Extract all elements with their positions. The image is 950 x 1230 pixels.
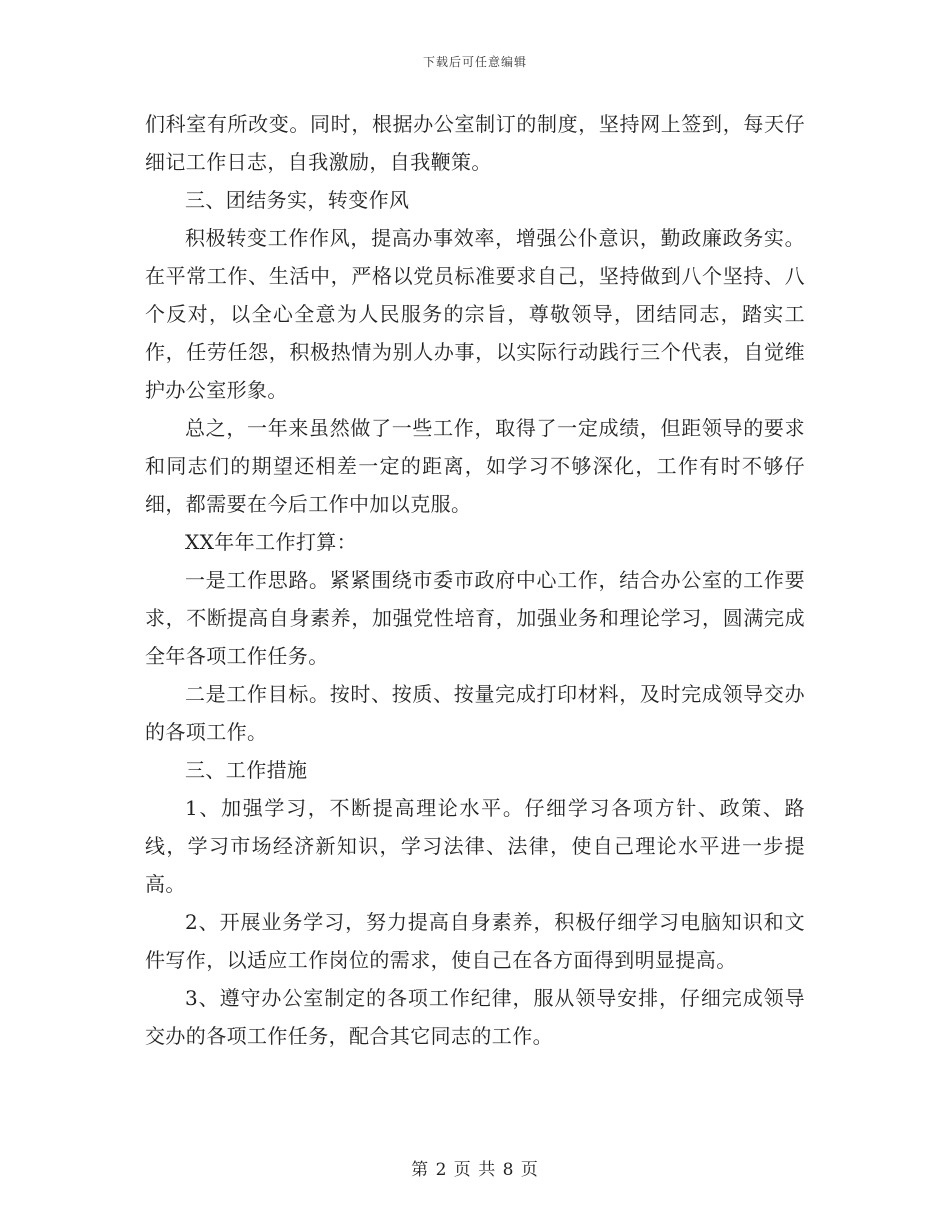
document-body — [145, 105, 805, 1055]
section-heading: XX年年工作打算： — [185, 530, 358, 554]
body-paragraph: 一是工作思路。紧紧围绕市委市政府中心工作，结合办公室的工作要求，不断提高自身素养，加强党性培育，加强业务和理论学习，圆满完成全年各项工作任务。 — [145, 568, 805, 668]
body-paragraph: 积极转变工作作风，提高办事效率，增强公仆意识，勤政廉政务实。在平常工作、生活中，严格以党员标准要求自己，坚持做到八个坚持、八个反对，以全心全意为人民服务的宗旨，尊敬领导，团结同志，踏实工作，任劳任怨，积极热情为别人办事，以实际行动践行三个代表，自觉维护办公室形象。 — [145, 226, 805, 402]
section-heading: 三、工作措施 — [185, 758, 308, 782]
body-paragraph: 1、加强学习，不断提高理论水平。仔细学习各项方针、政策、路线，学习市场经济新知识，学习法律、法律，使自己理论水平进一步提高。 — [145, 796, 805, 896]
header-note: 下载后可任意编辑 — [422, 55, 527, 69]
body-paragraph: 总之，一年来虽然做了一些工作，取得了一定成绩，但距领导的要求和同志们的期望还相差一定的距离，如学习不够深化，工作有时不够仔细，都需要在今后工作中加以克服。 — [145, 416, 805, 516]
body-paragraph: 2、开展业务学习，努力提高自身素养，积极仔细学习电脑知识和文件写作，以适应工作岗位的需求，使自己在各方面得到明显提高。 — [145, 910, 805, 972]
body-paragraph: 二是工作目标。按时、按质、按量完成打印材料，及时完成领导交办的各项工作。 — [145, 682, 805, 744]
section-heading: 三、团结务实，转变作风 — [185, 188, 410, 212]
body-paragraph: 3、遵守办公室制定的各项工作纪律，服从领导安排，仔细完成领导交办的各项工作任务，配合其它同志的工作。 — [145, 986, 805, 1048]
body-paragraph: 们科室有所改变。同时，根据办公室制订的制度，坚持网上签到，每天仔细记工作日志，自我激励，自我鞭策。 — [145, 112, 805, 174]
page-number: 第 2 页 共 8 页 — [411, 1160, 539, 1180]
